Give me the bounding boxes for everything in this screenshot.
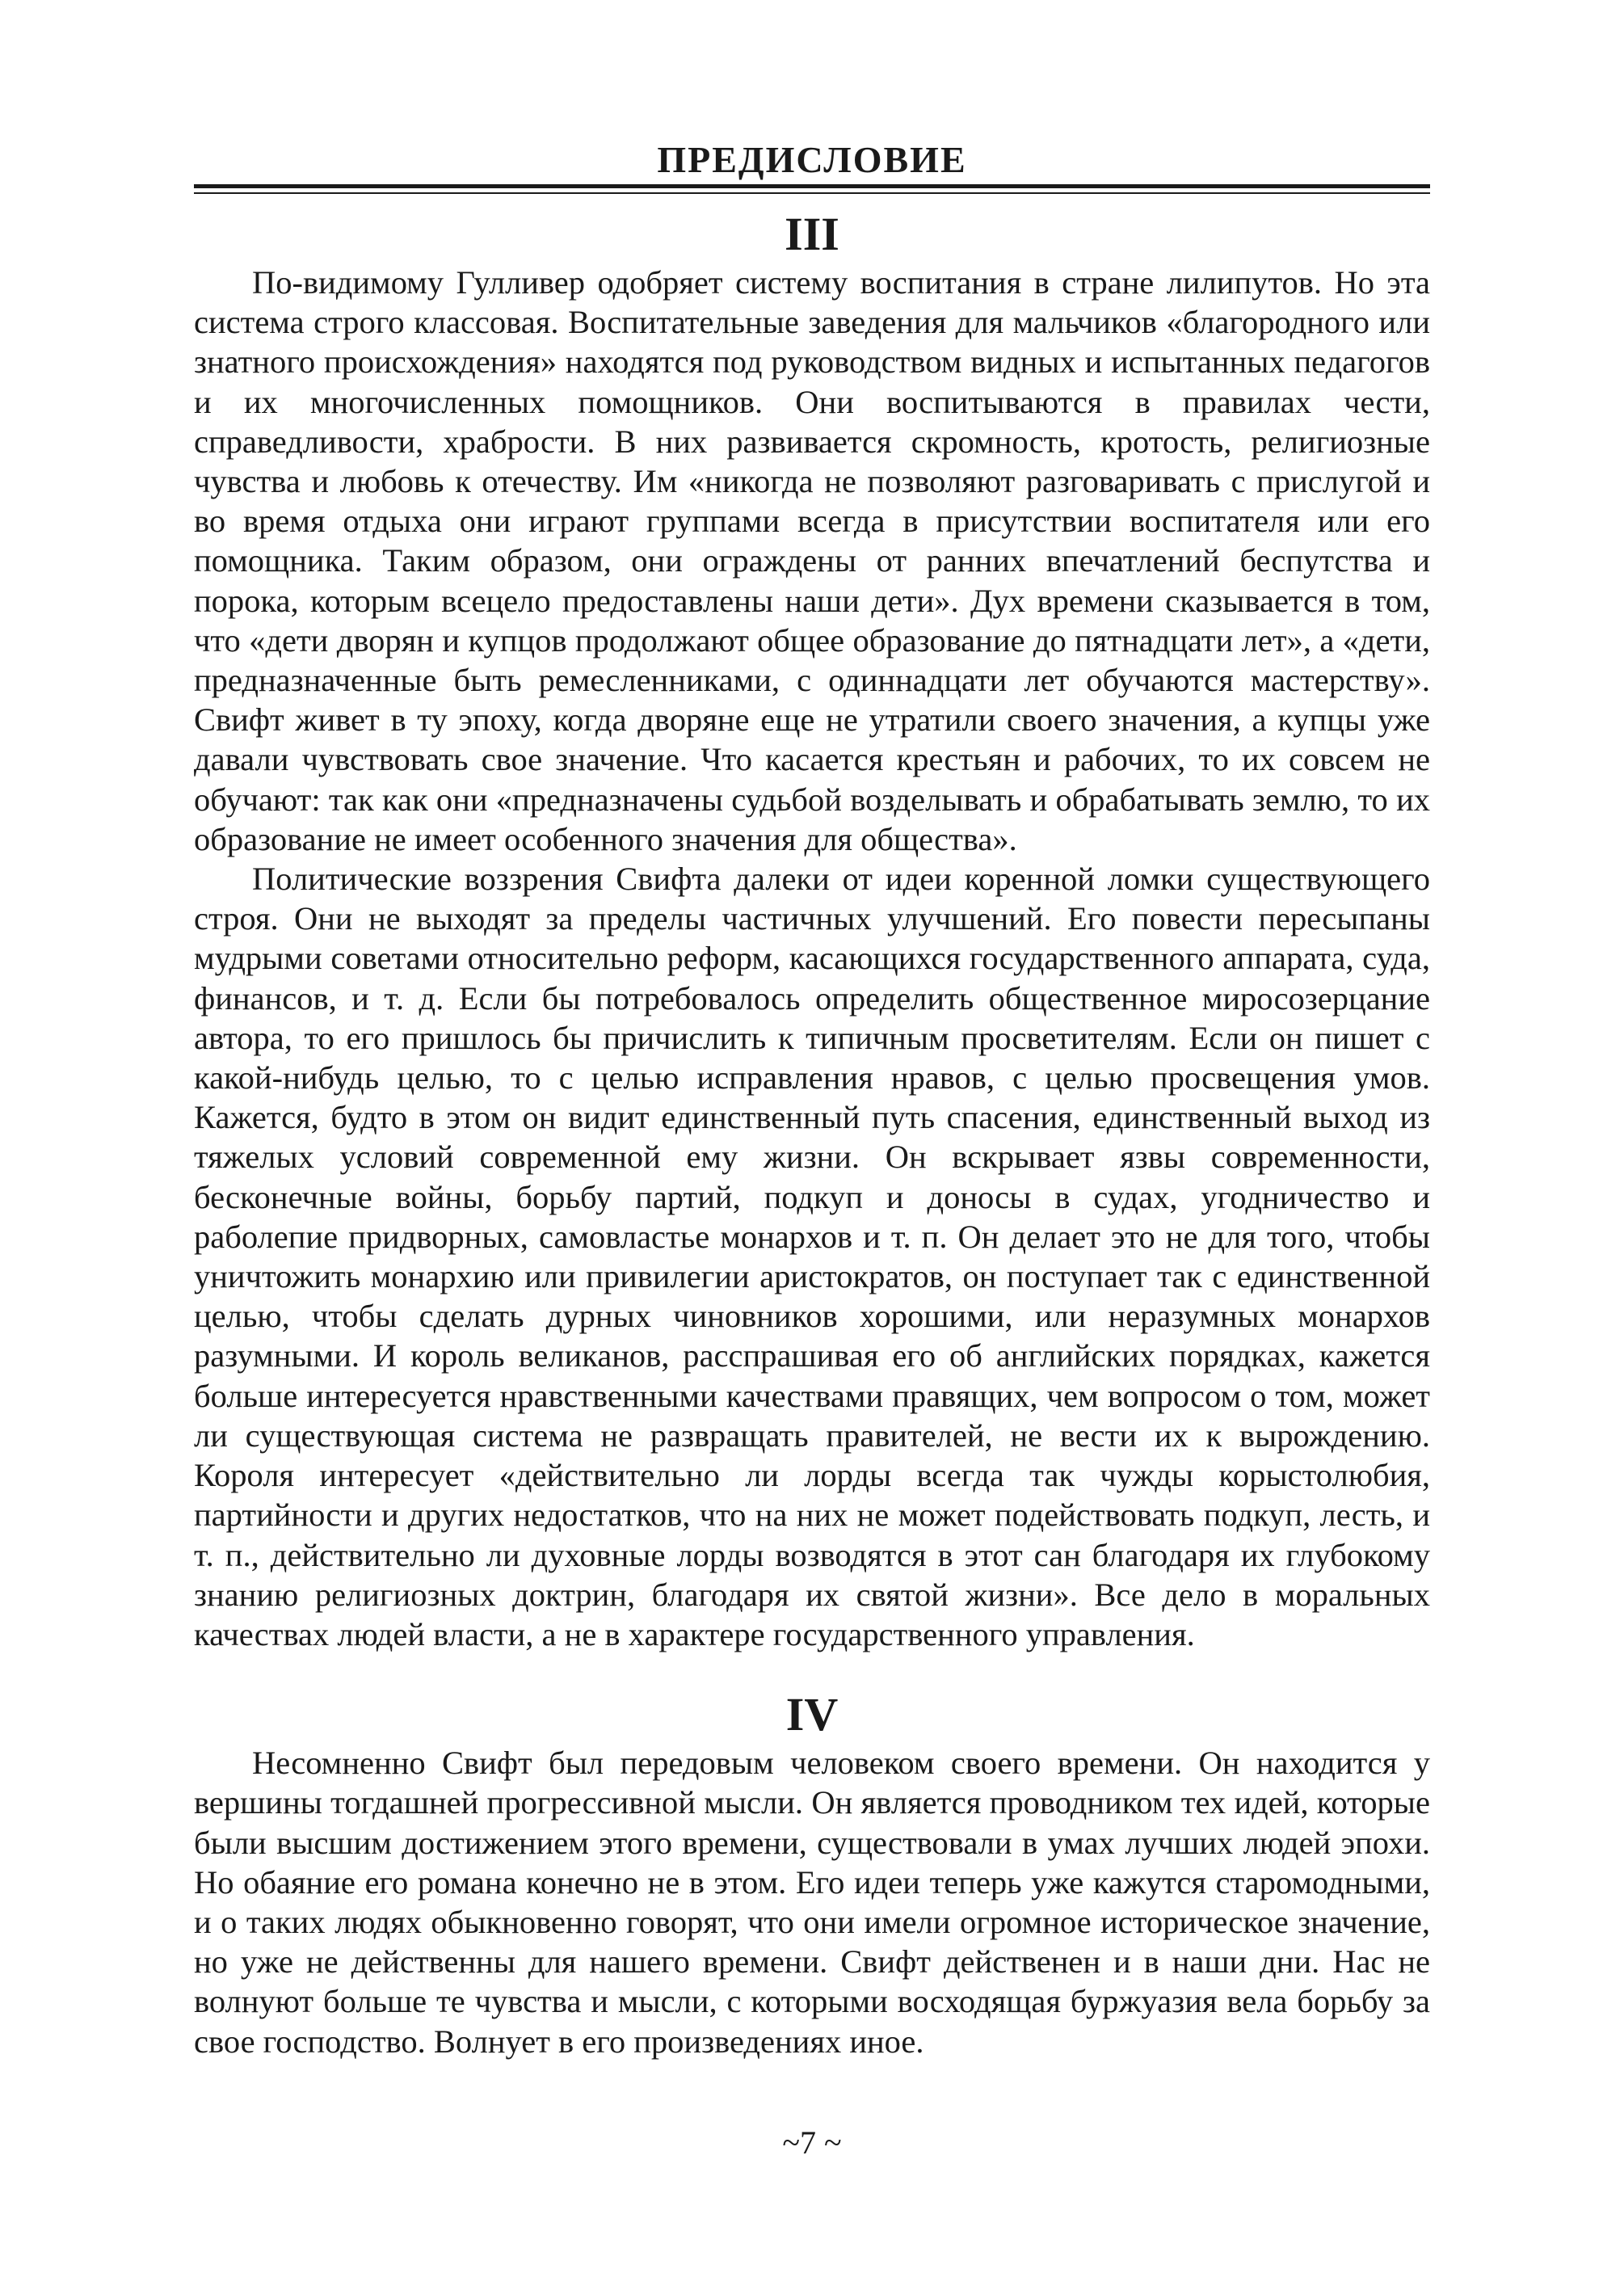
page-body	[194, 206, 1430, 2061]
running-title: ПРЕДИСЛОВИЕ	[657, 139, 967, 180]
section-number-iv: IV	[785, 1688, 839, 1741]
page-number: ~7 ~	[782, 2124, 842, 2161]
section-number-iii: III	[785, 208, 839, 260]
paragraph-iii-2: Политические воззрения Свифта далеки от идеи коренной ломки существующего строя. Они не выходят за пределы частичных улучшений. Его повести пересыпаны мудрыми советами относительно реформ, касающихся государственного аппарата, суда, финансов, и т. д. Если бы потребовалось определить общественное миросозерцание автора, то его пришлось бы причислить к типичным просветителям. Если он пишет с какой-нибудь целью, то с целью исправления нравов, с целью просвещения умов. Кажется, будто в этом он видит единственный путь спасения, единственный выход из тяжелых условий современной ему жизни. Он вскрывает язвы современности, бесконечные войны, борьбу партий, подкуп и доносы в судах, угодничество и раболепие придворных, самовластье монархов и т. п. Он делает это не для того, чтобы уничтожить монархию или привилегии аристократов, он поступает так с единственной целью, чтобы сделать дурных чиновников хорошими, или неразумных монархов разумными. И король великанов, расспрашивая его об английских порядках, кажется больше интересуется нравственными качествами правящих, чем вопросом о том, может ли существующая система не развращать правителей, не вести их к вырождению. Короля интересует «действительно ли лорды всегда так чужды корыстолюбия, партийности и других недостатков, что на них не может подействовать подкуп, лесть, и т. п., действительно ли духовные лорды возводятся в этот сан благодаря их глубокому знанию религиозных доктрин, благодаря их святой жизни». Все дело в моральных качествах людей власти, а не в характере государственного управления.	[194, 861, 1430, 1652]
paragraph-iii-1: По-видимому Гулливер одобряет систему воспитания в стране лилипутов. Но эта система строго классовая. Воспитательные заведения для мальчиков «благородного или знатного происхождения» находятся под руководством видных и испытанных педагогов и их многочисленных помощников. Они воспитываются в правилах чести, справедливости, храбрости. В них развивается скромность, кротость, религиозные чувства и любовь к отечеству. Им «никогда не позволяют разговаривать с прислугой и во время отдыха они играют группами всегда в присутствии воспитателя или его помощника. Таким образом, они ограждены от ранних впечатлений беспутства и порока, которым всецело предоставлены наши дети». Дух времени сказывается в том, что «дети дворян и купцов продолжают общее образование до пятнадцати лет», а «дети, предназначенные быть ремесленниками, с одиннадцати лет обучаются мастерству». Свифт живет в ту эпоху, когда дворяне еще не утратили своего значения, а купцы уже давали чувствовать свое значение. Что касается крестьян и рабочих, то их совсем не обучают: так как они «предназначены судьбой возделывать и обрабатывать землю, то их образование не имеет особенного значения для общества».	[194, 264, 1430, 857]
header-rule-thick	[194, 184, 1430, 188]
header-rule-thin	[194, 192, 1430, 194]
paragraph-iv-1: Несомненно Свифт был передовым человеком своего времени. Он находится у вершины тогдашней прогрессивной мысли. Он является проводником тех идей, которые были высшим достижением этого времени, существовали в умах лучших людей эпохи. Но обаяние его романа конечно не в этом. Его идеи теперь уже кажутся старомодными, и о таких людях обыкновенно говорят, что они имели огромное историческое значение, но уже не действенны для нашего времени. Свифт действенен и в наши дни. Нас не волнуют больше те чувства и мысли, с которыми восходящая буржуазия вела борьбу за свое господство. Волнует в его произведениях иное.	[194, 1745, 1430, 2060]
